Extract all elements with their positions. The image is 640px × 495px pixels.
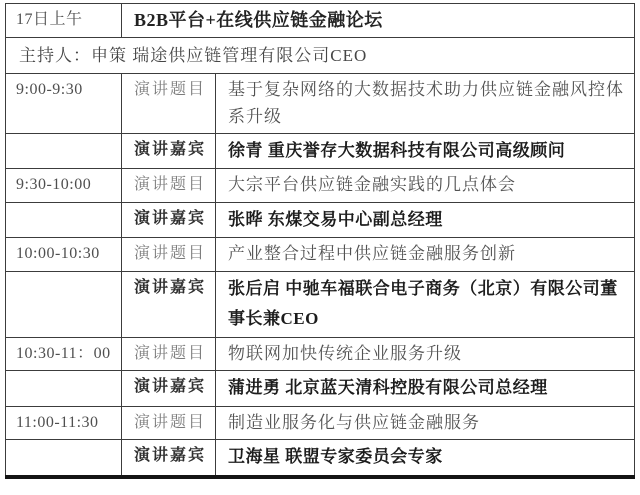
table-row-guest <box>6 371 635 407</box>
topic-title: 基于复杂网络的大数据技术助力供应链金融风控体系升级 <box>216 74 635 134</box>
table-row-topic <box>6 169 635 202</box>
guest-label: 演讲嘉宾 <box>122 371 216 407</box>
table-row-guest <box>6 271 635 337</box>
guest-name: 卫海星 联盟专家委员会专家 <box>216 440 635 477</box>
topic-label: 演讲题目 <box>122 337 216 370</box>
guest-label: 演讲嘉宾 <box>122 133 216 169</box>
table-row-topic <box>6 337 635 370</box>
table-row-guest <box>6 202 635 238</box>
table-row-topic <box>6 406 635 439</box>
empty-time-cell <box>6 440 122 477</box>
schedule-table <box>5 3 635 479</box>
topic-label: 演讲题目 <box>122 169 216 202</box>
table-row-guest <box>6 440 635 477</box>
session-time: 11:00-11:30 <box>6 406 122 439</box>
topic-title: 物联网加快传统企业服务升级 <box>216 337 635 370</box>
forum-time: 17日上午 <box>6 4 122 38</box>
host-row: 主持人：申策 瑞途供应链管理有限公司CEO <box>6 38 635 74</box>
forum-title: B2B平台+在线供应链金融论坛 <box>122 4 635 38</box>
guest-name: 张后启 中驰车福联合电子商务（北京）有限公司董事长兼CEO <box>216 271 635 337</box>
topic-title: 产业整合过程中供应链金融服务创新 <box>216 238 635 271</box>
table-row-topic <box>6 74 635 134</box>
empty-time-cell <box>6 371 122 407</box>
topic-label: 演讲题目 <box>122 74 216 134</box>
session-time: 10:30-11：00 <box>6 337 122 370</box>
table-row-header <box>6 4 635 38</box>
guest-name: 张晔 东煤交易中心副总经理 <box>216 202 635 238</box>
empty-time-cell <box>6 271 122 337</box>
empty-time-cell <box>6 133 122 169</box>
guest-label: 演讲嘉宾 <box>122 440 216 477</box>
table-row-guest <box>6 133 635 169</box>
session-time: 9:00-9:30 <box>6 74 122 134</box>
topic-label: 演讲题目 <box>122 238 216 271</box>
empty-time-cell <box>6 202 122 238</box>
table-row-topic <box>6 238 635 271</box>
table-row-host <box>6 38 635 74</box>
guest-name: 蒲进勇 北京蓝天清科控股有限公司总经理 <box>216 371 635 407</box>
guest-label: 演讲嘉宾 <box>122 202 216 238</box>
session-time: 10:00-10:30 <box>6 238 122 271</box>
session-time: 9:30-10:00 <box>6 169 122 202</box>
topic-label: 演讲题目 <box>122 406 216 439</box>
guest-name: 徐青 重庆誉存大数据科技有限公司高级顾问 <box>216 133 635 169</box>
guest-label: 演讲嘉宾 <box>122 271 216 337</box>
topic-title: 大宗平台供应链金融实践的几点体会 <box>216 169 635 202</box>
topic-title: 制造业服务化与供应链金融服务 <box>216 406 635 439</box>
